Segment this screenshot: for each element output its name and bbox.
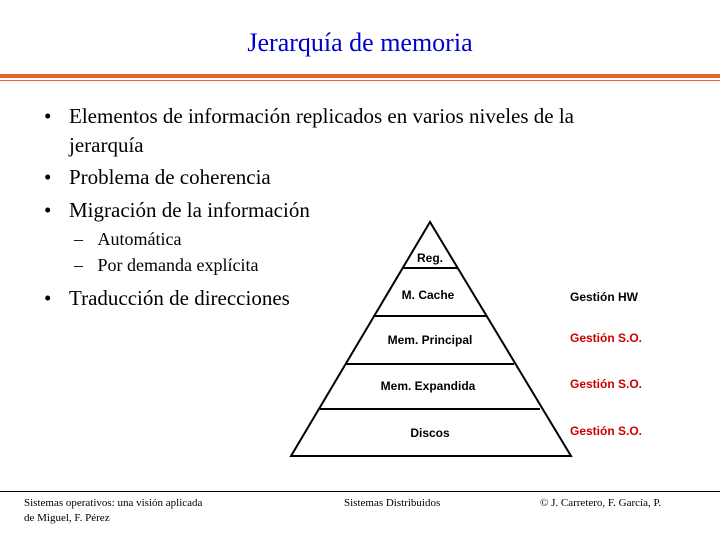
management-label-os: Gestión S.O. bbox=[570, 377, 643, 391]
level-cache: M. Cache bbox=[401, 288, 455, 302]
bullet-marker: • bbox=[44, 165, 52, 189]
footer-book bbox=[24, 496, 202, 526]
management-label-os: Gestión S.O. bbox=[570, 424, 643, 438]
level-main-memory: Mem. Principal bbox=[387, 333, 473, 347]
bullet-text: Migración de la información bbox=[69, 198, 310, 222]
subbullet-text: Automática bbox=[97, 229, 182, 249]
footer-course: Sistemas Distribuidos bbox=[344, 497, 441, 509]
bullet-text: Problema de coherencia bbox=[69, 165, 271, 189]
bullet-marker: • bbox=[44, 286, 52, 310]
subbullet-marker: – bbox=[74, 229, 83, 249]
bullet-text: Traducción de direcciones bbox=[69, 286, 290, 310]
bullet-text: Elementos de información replicados en varios niveles de la bbox=[69, 104, 574, 128]
management-label-hw: Gestión HW bbox=[570, 290, 638, 304]
bullet-text: jerarquía bbox=[69, 133, 144, 157]
management-label-os: Gestión S.O. bbox=[570, 331, 643, 345]
bullet-marker: • bbox=[44, 198, 52, 222]
level-registers: Reg. bbox=[416, 251, 444, 265]
subbullet-marker: – bbox=[74, 255, 83, 275]
footer-book-authors: de Miguel, F. Pérez bbox=[24, 512, 110, 524]
subbullet-text: Por demanda explícita bbox=[97, 255, 259, 275]
level-disks: Discos bbox=[410, 426, 450, 440]
slide-title: Jerarquía de memoria bbox=[247, 28, 473, 57]
bullet-marker: • bbox=[44, 104, 52, 128]
footer-book-title: Sistemas operativos: una visión aplicada bbox=[24, 497, 203, 509]
level-expanded-memory: Mem. Expandida bbox=[380, 379, 476, 393]
footer-rule bbox=[0, 491, 720, 492]
footer-copyright: © J. Carretero, F. García, P. bbox=[540, 497, 662, 509]
